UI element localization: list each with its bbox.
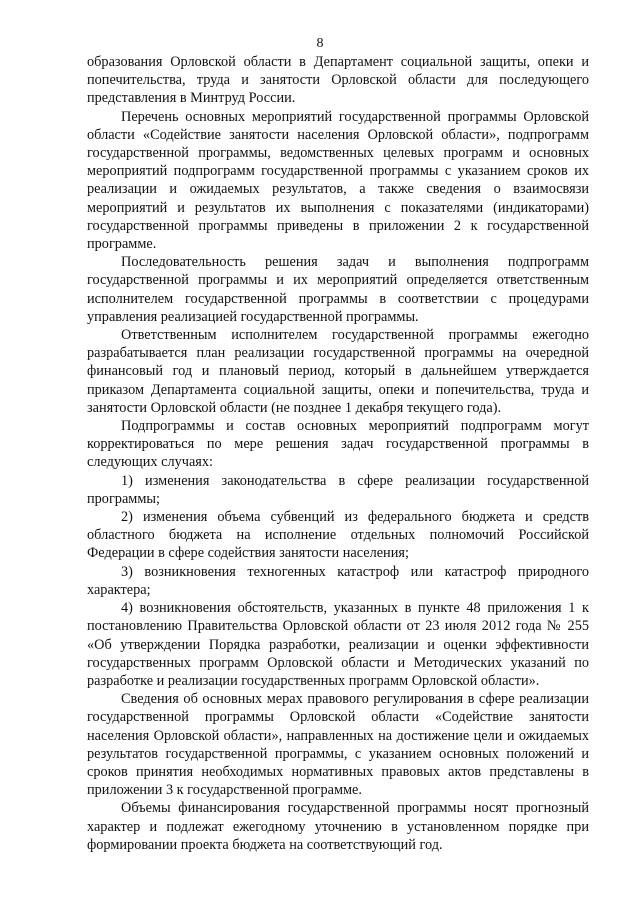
- page-number: 8: [316, 36, 324, 51]
- paragraph-financing: Объемы финансирования государственной программы носят прогнозный характер и подлежат ежегодному уточнению в установленном порядке при формировании проекта бюджета на соответствующий год.: [87, 800, 589, 853]
- paragraph-adjustment-cases: Подпрограммы и состав основных мероприятий подпрограмм могут корректироваться по мере решения задач государственной программы в следующих случаях:: [87, 418, 589, 471]
- document-body: [87, 53, 589, 854]
- paragraph-implementation-plan: Ответственным исполнителем государственной программы ежегодно разрабатывается план реализации государственной программы на очередной финансовый год и плановый период, который в дальнейшем утверждается приказом Департамента социальной защиты, опеки и попечительства, труда и занятости Орловской области (не позднее 1 декабря текущего года).: [87, 327, 589, 416]
- paragraph-sequence: Последовательность решения задач и выполнения подпрограмм государственной программы и их мероприятий определяется ответственным исполнителем государственной программы в соответствии с процедурами управления реализацией государственной программы.: [87, 254, 589, 325]
- paragraph-continuation: образования Орловской области в Департамент социальной защиты, опеки и попечительства, труда и занятости Орловской области для последующего представления в Минтруд России.: [87, 54, 589, 107]
- list-item-case-3: 3) возникновения техногенных катастроф или катастроф природного характера;: [87, 563, 589, 598]
- paragraph-activities-list: Перечень основных мероприятий государственной программы Орловской области «Содействие занятости населения Орловской области», подпрограмм государственной программы, ведомственных целевых программ и основных мероприятий подпрограмм государственной программы с указанием сроков их реализации и ожидаемых результатов, а также сведения о взаимосвязи мероприятий и результатов их выполнения с показателями (индикаторами) государственной программы приведены в приложении 2 к государственной программе.: [87, 108, 589, 253]
- list-item-case-2: 2) изменения объема субвенций из федерального бюджета и средств областного бюджета на исполнение отдельных полномочий Российской Федерации в сфере содействия занятости населения;: [87, 509, 589, 562]
- list-item-case-1: 1) изменения законодательства в сфере реализации государственной программы;: [87, 472, 589, 507]
- list-item-case-4: 4) возникновения обстоятельств, указанных в пункте 48 приложения 1 к постановлению Правительства Орловской области от 23 июля 2012 года № 255 «Об утверждении Порядка разработки, реализации и оценки эффективности государственных программ Орловской области и Методических указаний по разработке и реализации государственных программ Орловской области».: [87, 600, 589, 689]
- paragraph-legal-regulation: Сведения об основных мерах правового регулирования в сфере реализации государственной программы Орловской области «Содействие занятости населения Орловской области», направленных на достижение цели и ожидаемых результатов государственной программы, с указанием основных положений и сроков принятия необходимых нормативных правовых актов представлены в приложении 3 к государственной программе.: [87, 691, 589, 799]
